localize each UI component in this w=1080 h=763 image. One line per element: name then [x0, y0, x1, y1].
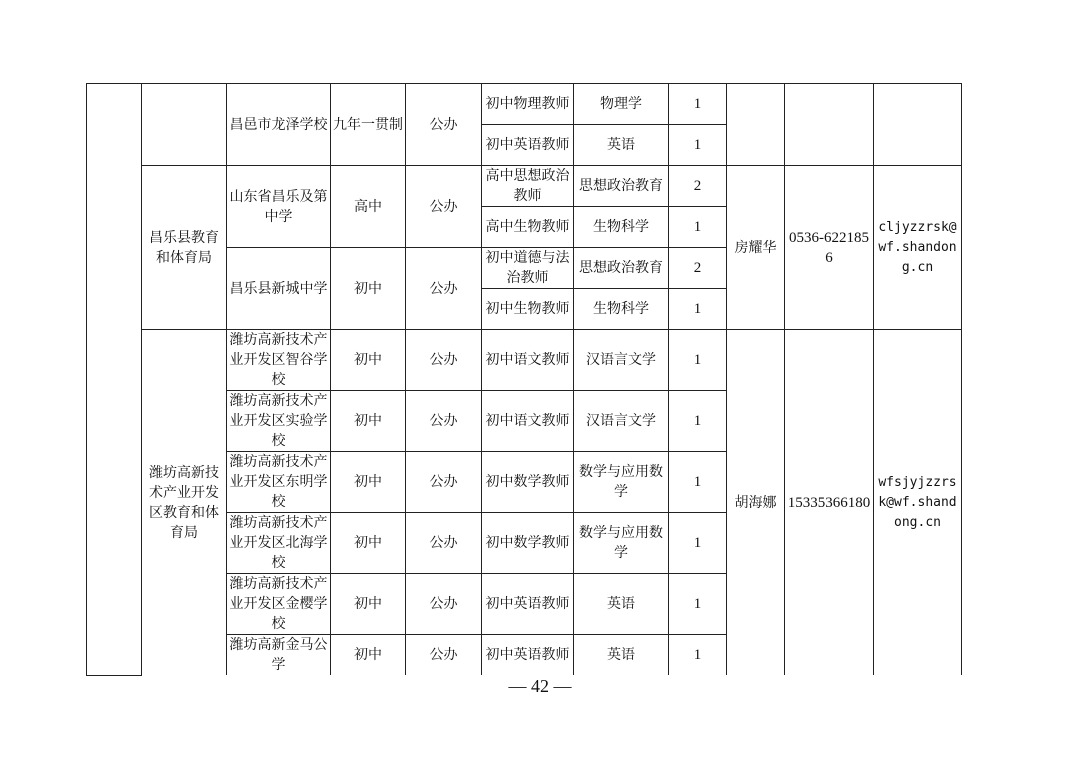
- major-cell: 英语: [574, 125, 669, 166]
- nature-cell: 公办: [406, 84, 482, 166]
- school-cell: 潍坊高新技术产业开发区实验学校: [227, 391, 331, 452]
- email-cell: [874, 84, 962, 166]
- count-cell: 1: [669, 207, 727, 248]
- major-cell: 数学与应用数学: [574, 452, 669, 513]
- table-row: [87, 84, 962, 125]
- major-cell: 生物科学: [574, 207, 669, 248]
- dept-cell: 潍坊高新技术产业开发区教育和体育局: [142, 330, 227, 676]
- table-row: [87, 330, 962, 391]
- major-cell: 生物科学: [574, 289, 669, 330]
- phone-cell: [785, 84, 874, 166]
- count-cell: 1: [669, 635, 727, 676]
- school-type-cell: 高中: [331, 166, 406, 248]
- school-cell: 潍坊高新技术产业开发区金樱学校: [227, 574, 331, 635]
- school-type-cell: 初中: [331, 574, 406, 635]
- school-cell: 山东省昌乐及第中学: [227, 166, 331, 248]
- count-cell: 1: [669, 452, 727, 513]
- nature-cell: 公办: [406, 330, 482, 391]
- post-cell: 初中英语教师: [482, 125, 574, 166]
- major-cell: 英语: [574, 635, 669, 676]
- school-cell: 昌邑市龙泽学校: [227, 84, 331, 166]
- school-cell: 潍坊高新技术产业开发区北海学校: [227, 513, 331, 574]
- contact-cell: 房耀华: [727, 166, 785, 330]
- school-type-cell: 初中: [331, 248, 406, 330]
- major-cell: 思想政治教育: [574, 248, 669, 289]
- post-cell: 初中数学教师: [482, 452, 574, 513]
- school-cell: 潍坊高新技术产业开发区东明学校: [227, 452, 331, 513]
- email-cell: cljyzzrsk@wf.shandong.cn: [874, 166, 962, 330]
- dept-cell: 昌乐县教育和体育局: [142, 166, 227, 330]
- page-number: — 42 —: [508, 676, 572, 696]
- post-cell: 初中数学教师: [482, 513, 574, 574]
- major-cell: 汉语言文学: [574, 391, 669, 452]
- nature-cell: 公办: [406, 513, 482, 574]
- post-cell: 初中英语教师: [482, 574, 574, 635]
- nature-cell: 公办: [406, 391, 482, 452]
- school-cell: 昌乐县新城中学: [227, 248, 331, 330]
- nature-cell: 公办: [406, 248, 482, 330]
- phone-cell: 0536-6221856: [785, 166, 874, 330]
- count-cell: 1: [669, 391, 727, 452]
- school-type-cell: 初中: [331, 513, 406, 574]
- nature-cell: 公办: [406, 574, 482, 635]
- post-cell: 初中语文教师: [482, 391, 574, 452]
- major-cell: 物理学: [574, 84, 669, 125]
- count-cell: 1: [669, 330, 727, 391]
- major-cell: 思想政治教育: [574, 166, 669, 207]
- post-cell: 初中英语教师: [482, 635, 574, 676]
- school-cell: 潍坊高新技术产业开发区智谷学校: [227, 330, 331, 391]
- post-cell: 初中道德与法治教师: [482, 248, 574, 289]
- school-type-cell: 初中: [331, 391, 406, 452]
- major-cell: 数学与应用数学: [574, 513, 669, 574]
- major-cell: 汉语言文学: [574, 330, 669, 391]
- count-cell: 1: [669, 289, 727, 330]
- school-type-cell: 初中: [331, 330, 406, 391]
- seq-cell: [87, 84, 142, 676]
- contact-cell: 胡海娜: [727, 330, 785, 676]
- school-type-cell: 九年一贯制: [331, 84, 406, 166]
- school-type-cell: 初中: [331, 452, 406, 513]
- school-type-cell: 初中: [331, 635, 406, 676]
- phone-cell: 15335366180: [785, 330, 874, 676]
- school-cell: 潍坊高新金马公学: [227, 635, 331, 676]
- count-cell: 1: [669, 84, 727, 125]
- post-cell: 初中物理教师: [482, 84, 574, 125]
- count-cell: 2: [669, 166, 727, 207]
- count-cell: 1: [669, 513, 727, 574]
- email-cell: wfsjyjzzrsk@wf.shandong.cn: [874, 330, 962, 676]
- post-cell: 初中语文教师: [482, 330, 574, 391]
- post-cell: 初中生物教师: [482, 289, 574, 330]
- nature-cell: 公办: [406, 635, 482, 676]
- major-cell: 英语: [574, 574, 669, 635]
- dept-cell: [142, 84, 227, 166]
- count-cell: 1: [669, 574, 727, 635]
- post-cell: 高中生物教师: [482, 207, 574, 248]
- count-cell: 1: [669, 125, 727, 166]
- recruitment-table: [86, 83, 962, 676]
- table-row: [87, 166, 962, 207]
- contact-cell: [727, 84, 785, 166]
- post-cell: 高中思想政治教师: [482, 166, 574, 207]
- count-cell: 2: [669, 248, 727, 289]
- nature-cell: 公办: [406, 166, 482, 248]
- nature-cell: 公办: [406, 452, 482, 513]
